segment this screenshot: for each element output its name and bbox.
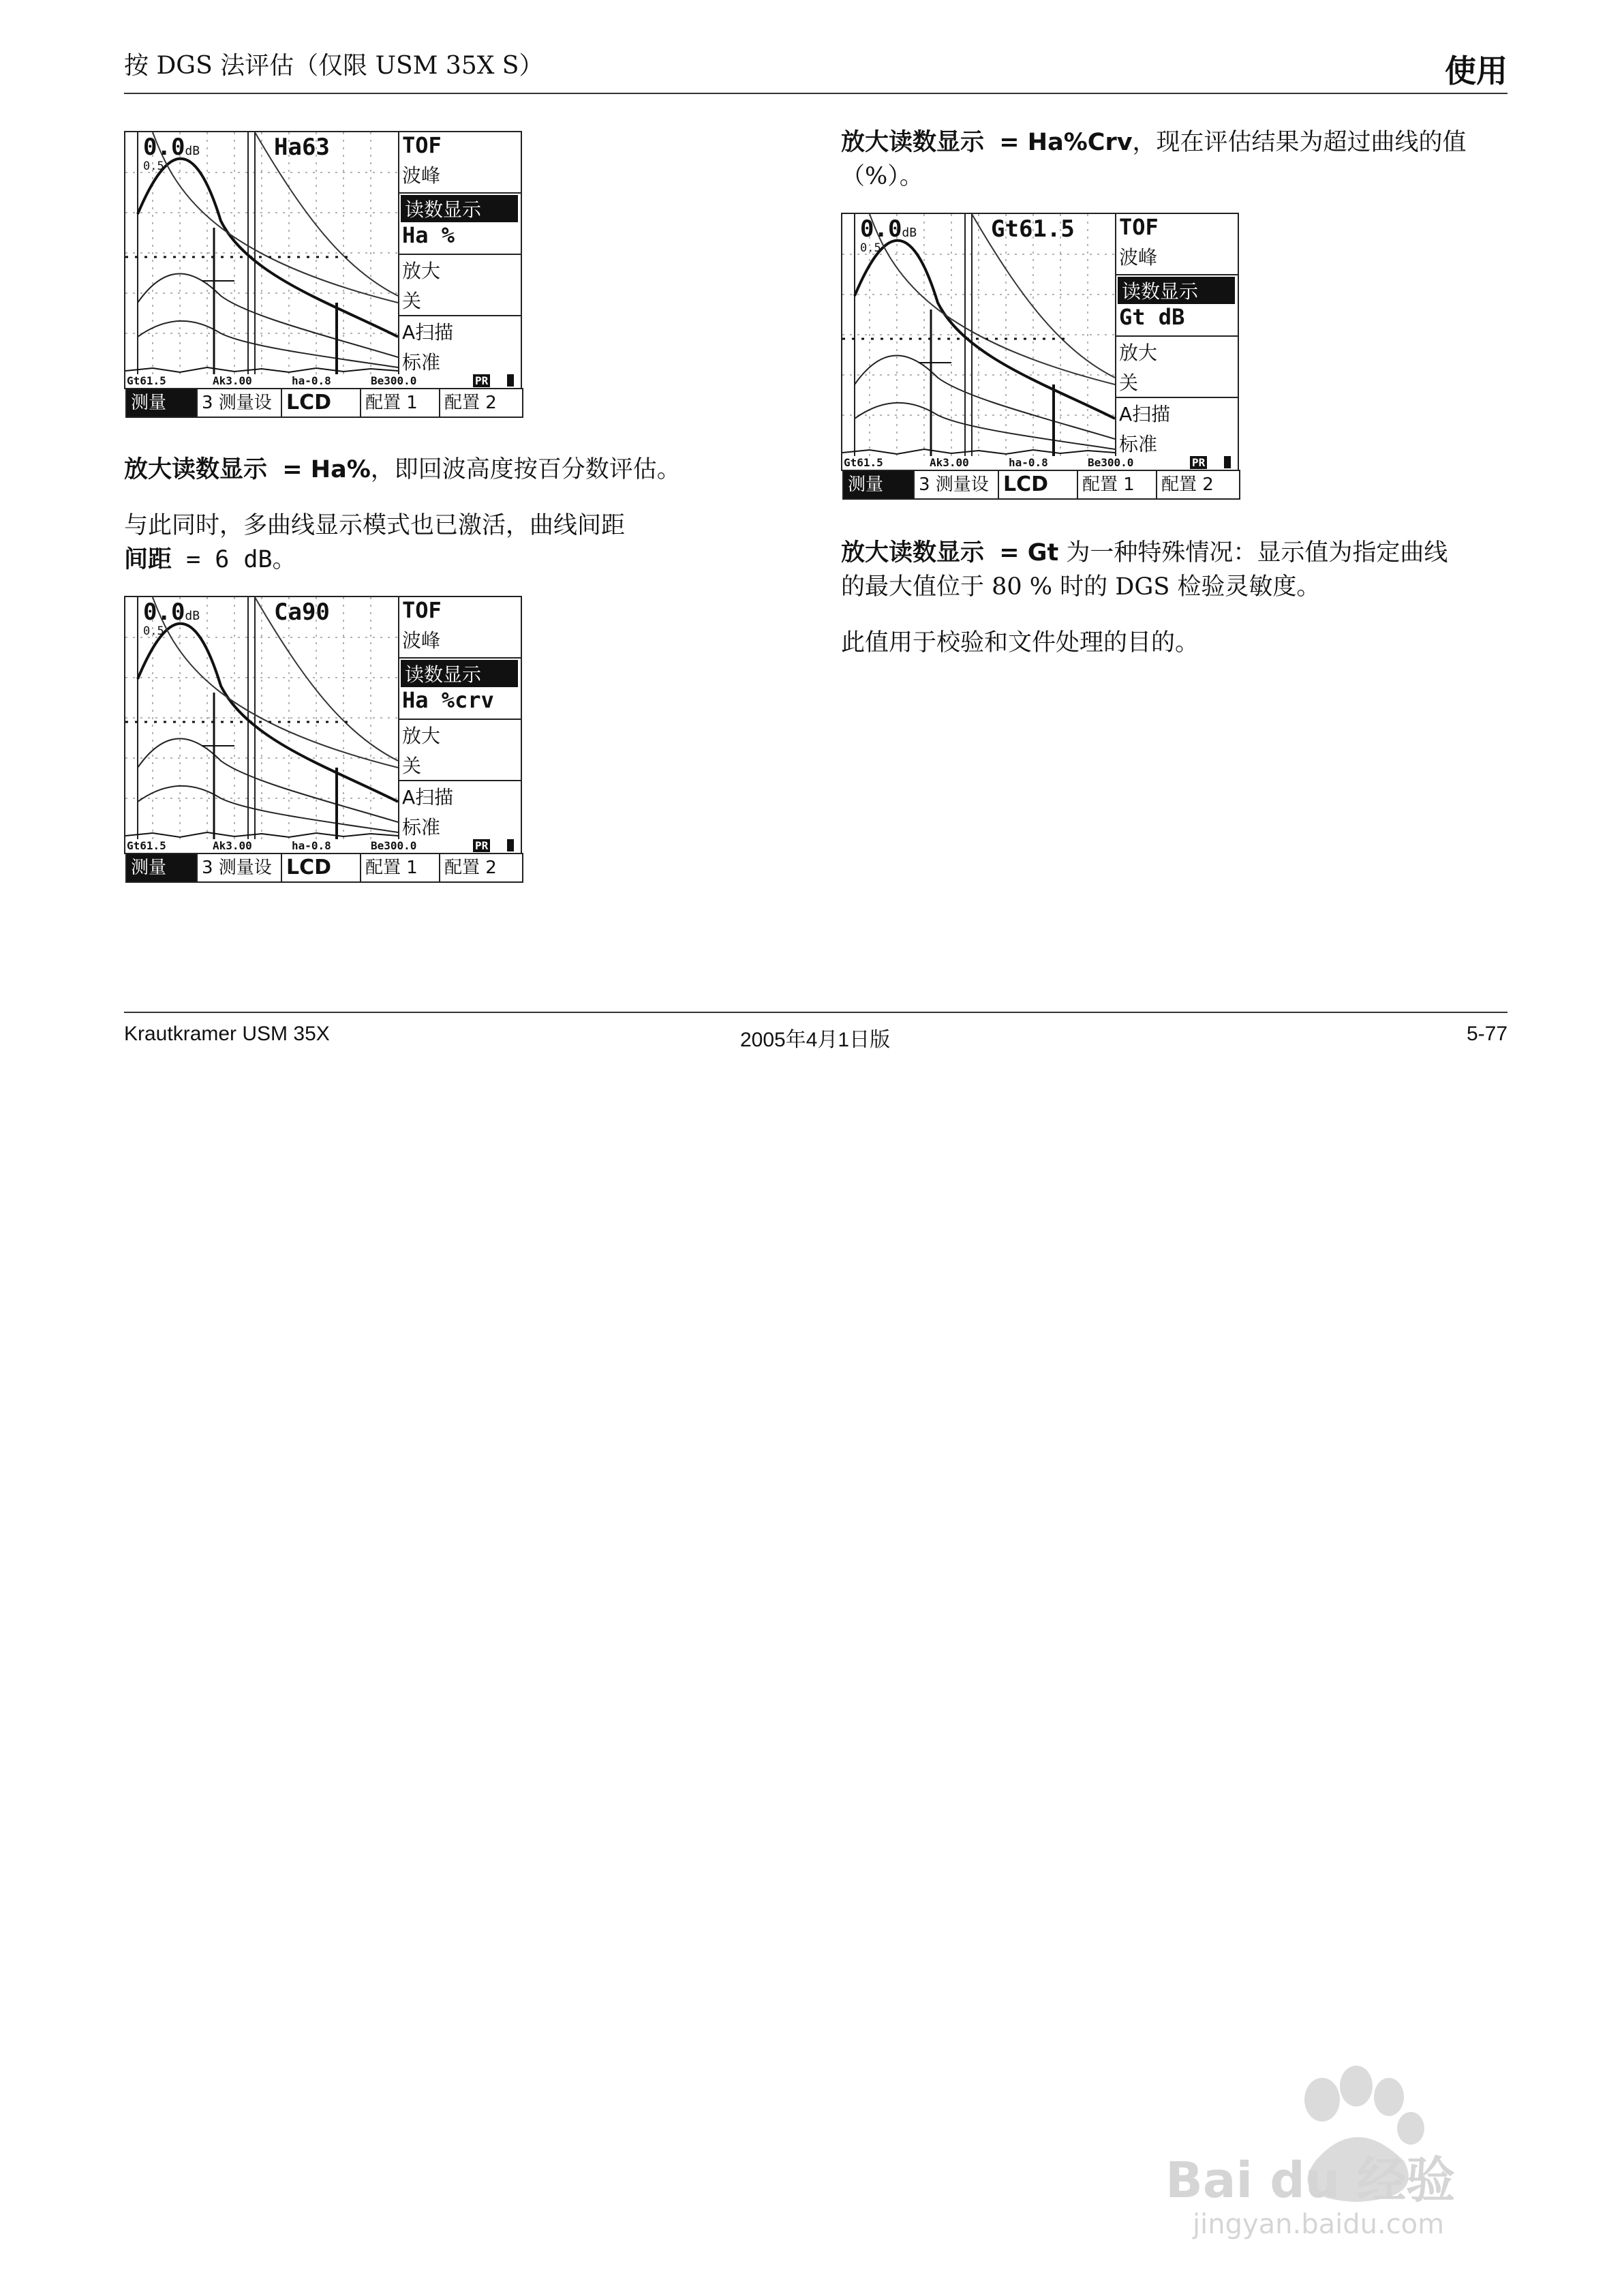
- status-pr-badge: PR: [473, 374, 490, 387]
- menu-off[interactable]: 关: [402, 755, 422, 777]
- menu-ascan[interactable]: A扫描: [402, 321, 454, 344]
- gain-step: 0.5: [143, 624, 164, 638]
- status-gt: Gt61.5: [844, 456, 883, 469]
- ascan-plot: [125, 132, 398, 374]
- menu-off[interactable]: 关: [1119, 372, 1139, 394]
- menu-reading-label[interactable]: 读数显示: [401, 660, 518, 687]
- status-ha: ha-0.8: [292, 374, 331, 387]
- paragraph-calibration: 此值用于校验和文件处理的目的。: [841, 629, 1199, 656]
- menu-tof[interactable]: TOF: [402, 597, 442, 623]
- tab-measure-setup[interactable]: 3 测量设: [198, 854, 282, 881]
- tab-measure-setup[interactable]: 3 测量设: [915, 471, 999, 498]
- baidu-watermark: [1152, 2052, 1533, 2256]
- paragraph-multicurve: 与此同时，多曲线显示模式也已激活，曲线间距 间距 = 6 dB。: [124, 512, 626, 573]
- menu-std[interactable]: 标准: [1119, 433, 1158, 455]
- tab-config-2[interactable]: 配置 2: [444, 858, 497, 878]
- menu-tabs: [842, 470, 1240, 500]
- ascan-plot: [842, 214, 1115, 456]
- dgs-curve-main: [855, 241, 1115, 419]
- menu-std[interactable]: 标准: [402, 816, 441, 839]
- dgs-curve-3: [138, 321, 398, 367]
- watermark-url: jingyan.baidu.com: [1193, 2209, 1445, 2240]
- dgs-curve-3: [855, 403, 1115, 449]
- dgs-curve-2: [855, 356, 1115, 440]
- dgs-curve-2: [138, 274, 398, 358]
- menu-ascan[interactable]: A扫描: [402, 786, 454, 809]
- gain-readout: 0.0dB: [143, 599, 200, 626]
- menu-reading-value[interactable]: Gt dB: [1119, 304, 1185, 330]
- device-screen-gt-db: [841, 213, 1239, 496]
- watermark-logo-text: Bai du 经验: [1165, 2151, 1456, 2209]
- status-be: Be300.0: [1088, 456, 1134, 469]
- status-bar: [125, 374, 521, 388]
- menu-reading-label[interactable]: 读数显示: [1118, 277, 1235, 304]
- status-ak: Ak3.00: [930, 456, 969, 469]
- tab-config-1[interactable]: 配置 1: [361, 854, 440, 881]
- status-bar: [125, 839, 521, 853]
- menu-zoom[interactable]: 放大: [1119, 342, 1158, 364]
- menu-reading-value[interactable]: Ha %: [402, 222, 455, 248]
- device-screen-ha-percent-crv: [124, 596, 522, 879]
- dgs-curve-main: [138, 159, 398, 337]
- paragraph-ha-percent-crv: 放大读数显示 = Ha%Crv，现在评估结果为超过曲线的值 （%）。: [841, 129, 1467, 190]
- chapter-title: 使用: [1445, 52, 1508, 89]
- device-screen-ha-percent: [124, 131, 522, 414]
- gain-readout: 0.0dB: [143, 134, 200, 161]
- function-menu: [1115, 214, 1239, 456]
- gain-step: 0.5: [143, 160, 164, 173]
- tab-config-1[interactable]: 配置 1: [361, 389, 440, 417]
- tab-measure-setup[interactable]: 3 测量设: [198, 389, 282, 417]
- status-ha: ha-0.8: [292, 839, 331, 852]
- header-rule: [124, 93, 1508, 94]
- menu-tof[interactable]: TOF: [1119, 214, 1159, 240]
- tab-measure[interactable]: 测量: [127, 854, 198, 881]
- footer-page-number: 5-77: [1466, 1023, 1508, 1045]
- ascan-plot: [125, 597, 398, 839]
- menu-ascan[interactable]: A扫描: [1119, 403, 1171, 425]
- tab-measure[interactable]: 测量: [844, 471, 915, 498]
- menu-std[interactable]: 标准: [402, 351, 441, 374]
- status-ak: Ak3.00: [213, 839, 252, 852]
- paragraph-gt: 放大读数显示 = Gt 为一种特殊情况：显示值为指定曲线 的最大值位于 80 % 时的 DGS 检验灵敏度。: [841, 539, 1448, 601]
- dgs-curve-3: [138, 786, 398, 832]
- tab-config-1[interactable]: 配置 1: [1078, 471, 1157, 498]
- menu-peak[interactable]: 波峰: [1119, 246, 1158, 269]
- dgs-curve-2: [138, 739, 398, 823]
- status-gt: Gt61.5: [127, 839, 166, 852]
- status-pr-badge: PR: [473, 839, 490, 852]
- menu-reading-value[interactable]: Ha %crv: [402, 687, 494, 713]
- menu-tabs: [125, 853, 523, 883]
- gain-step: 0.5: [860, 241, 881, 255]
- page-header: [124, 46, 1508, 94]
- battery-icon: [1224, 456, 1231, 468]
- gain-readout: 0.0dB: [860, 215, 917, 243]
- tab-config-2[interactable]: 配置 2: [444, 393, 497, 413]
- footer-edition: 2005年4月1日版: [740, 1029, 891, 1051]
- battery-icon: [507, 839, 514, 851]
- status-ak: Ak3.00: [213, 374, 252, 387]
- section-title: 按 DGS 法评估（仅限 USM 35X S）: [124, 52, 544, 80]
- menu-off[interactable]: 关: [402, 290, 422, 312]
- status-be: Be300.0: [371, 374, 417, 387]
- function-menu: [398, 597, 522, 839]
- tab-lcd[interactable]: LCD: [282, 854, 361, 881]
- status-pr-badge: PR: [1190, 456, 1207, 469]
- baseline-noise: [125, 367, 398, 372]
- status-bar: [842, 456, 1238, 470]
- footer-brand: Krautkramer USM 35X: [124, 1023, 330, 1045]
- measurement-readout: Ha63: [274, 134, 330, 161]
- battery-icon: [507, 374, 514, 387]
- status-ha: ha-0.8: [1009, 456, 1048, 469]
- footer-rule: [124, 1012, 1508, 1013]
- menu-peak[interactable]: 波峰: [402, 164, 441, 187]
- function-menu: [398, 132, 522, 374]
- tab-config-2[interactable]: 配置 2: [1161, 474, 1214, 495]
- menu-tof[interactable]: TOF: [402, 132, 442, 158]
- tab-lcd[interactable]: LCD: [282, 389, 361, 417]
- baseline-noise: [842, 449, 1115, 454]
- measurement-readout: Ca90: [274, 599, 330, 626]
- baseline-noise: [125, 832, 398, 837]
- measurement-readout: Gt61.5: [991, 215, 1075, 243]
- menu-zoom[interactable]: 放大: [402, 260, 441, 282]
- menu-zoom[interactable]: 放大: [402, 725, 441, 747]
- tab-lcd[interactable]: LCD: [999, 471, 1078, 498]
- menu-tabs: [125, 388, 523, 418]
- tab-measure[interactable]: 测量: [127, 389, 198, 417]
- status-gt: Gt61.5: [127, 374, 166, 387]
- menu-peak[interactable]: 波峰: [402, 629, 441, 652]
- dgs-curve-main: [138, 624, 398, 802]
- menu-reading-label[interactable]: 读数显示: [401, 195, 518, 222]
- status-be: Be300.0: [371, 839, 417, 852]
- paragraph-ha-percent: 放大读数显示 = Ha%，即回波高度按百分数评估。: [124, 456, 681, 483]
